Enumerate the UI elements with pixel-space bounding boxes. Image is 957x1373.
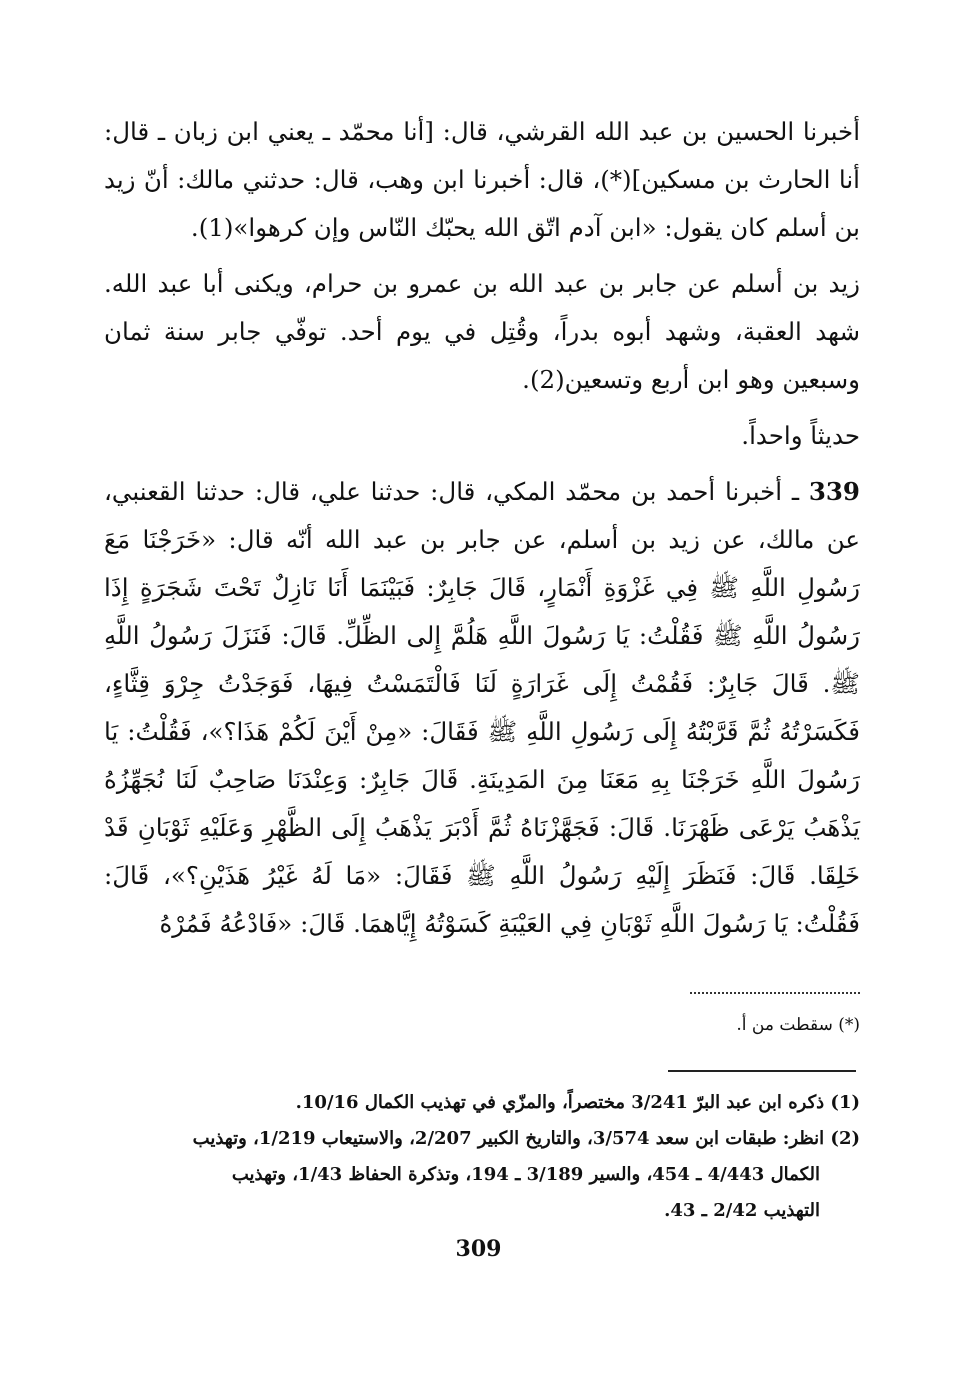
footnote-2: (2) انظر: طبقات ابن سعد 3/574، والتاريخ الكبير 2/207، والاستيعاب 1/219، وتهذيب xyxy=(192,1128,860,1149)
footnote-2-cont: التهذيب 2/42 ـ 43. xyxy=(664,1200,820,1221)
footnote-2-cont: الكمال 4/443 ـ 454، والسير 3/189 ـ 194، وتذكرة الحفاظ 1/43، وتهذيب xyxy=(231,1164,820,1185)
marker-note: (*) سقطت من أ. xyxy=(736,1015,860,1035)
footnote-rule xyxy=(668,1070,856,1072)
hadith-text: ـ أخبرنا أحمد بن محمّد المكي، قال: حدثنا علي، قال: حدثنا القعنبي، عن مالك، عن زيد بن أسلم، عن جابر بن عبد الله أنّه قال: «خَرَجْنَا مَعَ رَسُولِ اللَّهِ ﷺ فِي غَزْوَةِ أَنْمَارٍ، قَالَ جَابِرٌ: فَبَيْنَمَا أَنَا نَازِلٌ تَحْتَ شَجَرَةٍ إِذَا رَسُولُ اللَّهِ ﷺ فَقُلْتُ: يَا رَسُولَ اللَّهِ هَلُمَّ إِلى الظِّلِّ. قَالَ: فَنَزَلَ رَسُولُ اللَّهِ ﷺ. قَالَ جَابِرٌ: فَقُمْتُ إِلَى غَرَارَةٍ لَنَا فَالْتَمَسْتُ فِيهَا، فَوَجَدْتُ جِرْوَ قِثَّاءٍ، فَكَسَرْتُهُ ثُمَّ قَرَّبْتُهُ إِلَى رَسُولِ اللَّهِ ﷺ فَقَالَ: «مِنْ أَيْنَ لَكُمْ هَذَا؟»، فَقُلْتُ: يَا رَسُولَ اللَّهِ خَرَجْنَا بِهِ مَعَنَا مِنَ المَدِينَةِ. قَالَ جَابِرٌ: وَعِنْدَنَا صَاحِبٌ لَنَا نُجَهِّزُهُ يَذْهَبُ يَرْعَى ظَهْرَنَا. قَالَ: فَجَهَّزْنَاهُ ثُمَّ أَدْبَرَ يَذْهَبُ إِلَى الظَّهْرِ وَعَلَيْهِ ثَوْبَانِ قَدْ خَلِقَا. قَالَ: فَنَظَرَ إِلَيْهِ رَسُولُ اللَّهِ ﷺ فَقَالَ: «مَا لَهُ غَيْرُ هَذَيْنِ؟»، قَالَ: فَقُلْتُ: يَا رَسُولَ اللَّهِ ثَوْبَانِ فِي العَيْبَةِ كَسَوْتُهُ إِيَّاهمَا. قَالَ: «فَادْعُهُ فَمُرْهُ xyxy=(104,477,860,938)
main-text xyxy=(104,108,860,948)
paragraph-isnad: أخبرنا الحسين بن عبد الله القرشي، قال: [أنا محمّد ـ يعني ابن زبان ـ قال: أنا الحارث بن مسكين](*)، قال: أخبرنا ابن وهب، قال: حدثني مالك: أنّ زيد بن أسلم كان يقول: «ابن آدم اتّق الله يحبّك النّاس وإن كرهوا»(1). xyxy=(104,117,860,242)
footnote-1: (1) ذكره ابن عبد البرّ 3/241 مختصراً، والمزّي في تهذيب الكمال 10/16. xyxy=(295,1092,860,1113)
footnotes xyxy=(104,1085,860,1229)
hadith-number: 339 xyxy=(808,477,860,506)
paragraph-count: حديثاً واحداً. xyxy=(741,421,860,450)
paragraph-hadith xyxy=(104,468,860,948)
page-number: 309 xyxy=(455,1236,502,1262)
paragraph-biography: زيد بن أسلم عن جابر بن عبد الله بن عمرو بن حرام، ويكنى أبا عبد الله. شهد العقبة، وشهد أبوه بدراً، وقُتِل في يوم أحد. توفّي جابر سنة ثمان وسبعين وهو ابن أربع وتسعين(2). xyxy=(104,269,860,394)
dotted-separator xyxy=(690,992,860,994)
